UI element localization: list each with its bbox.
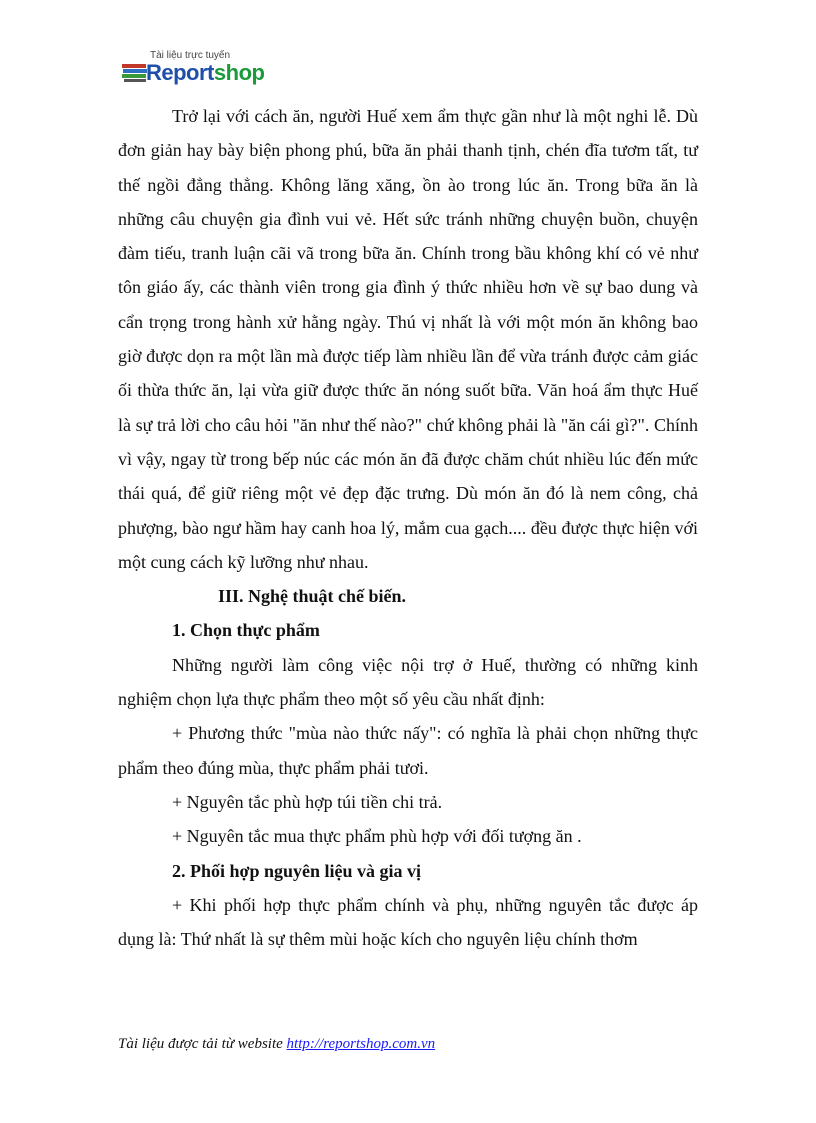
- section-heading: III. Nghệ thuật chế biến.: [218, 586, 407, 607]
- bullet-seasonal: + Phương thức "mùa nào thức nấy": có nghĩa là phải chọn những thực phẩm theo đúng mùa, thực phẩm phải tươi.: [118, 723, 698, 778]
- subheading-combine-ingredients: 2. Phối hợp nguyên liệu và gia vị: [172, 860, 422, 881]
- document-body: [118, 99, 698, 956]
- bullet-combine: + Khi phối hợp thực phẩm chính và phụ, những nguyên tắc được áp dụng là: Thứ nhất là sự thêm mùi hoặc kích cho nguyên liệu chính thơm: [118, 894, 698, 950]
- logo-tagline: Tài liệu trực tuyến: [150, 50, 231, 61]
- subheading-choose-food: 1. Chọn thực phẩm: [172, 620, 320, 641]
- paragraph-choose-food: Những người làm công việc nội trợ ở Huế, thường có những kinh nghiệm chọn lựa thực phẩm theo một số yêu cầu nhất định:: [118, 654, 698, 710]
- paragraph-culture: Trở lại với cách ăn, người Huế xem ẩm thực gần như là một nghi lễ. Dù đơn giản hay bày biện phong phú, bữa ăn phải thanh tịnh, chén đĩa tươm tất, tư thế ngồi đẳng thẳng. Không lăng xăng, ồn ào trong lúc ăn. Trong bữa ăn là những câu chuyện gia đình vui vẻ. Hết sức tránh những chuyện buồn, chuyện đàm tiếu, tranh luận cãi vã trong bữa ăn. Chính trong bầu không khí có vẻ như tôn giáo ấy, các thành viên trong gia đình ý thức nhiều hơn về sự bao dung và cẩn trọng trong hành xử hằng ngày. Thú vị nhất là với một món ăn không bao giờ được dọn ra một lần mà được tiếp làm nhiều lần để vừa tránh được cảm giác ối thừa thức ăn, lại vừa giữ được thức ăn nóng suốt bữa. Văn hoá ẩm thực Huế là sự trả lời cho câu hỏi "ăn như thế nào?" chứ không phải là "ăn cái gì?". Chính vì vậy, ngay từ trong bếp núc các món ăn đã được chăm chút nhiều lúc đến mức thái quá, để giữ riêng một vẻ đẹp đặc trưng. Dù món ăn đó là nem công, chả phượng, bào ngư hầm hay canh hoa lý, mắm cua gạch.... đều được thực hiện với một cung cách kỹ lưỡng như nhau.: [118, 106, 698, 572]
- logo-brand-report: Report: [146, 60, 214, 85]
- footer-link[interactable]: http://reportshop.com.vn: [286, 1036, 436, 1052]
- bullet-budget: + Nguyên tắc phù hợp túi tiền chi trả.: [172, 791, 443, 812]
- logo-brand-shop: shop: [213, 60, 265, 85]
- footer: [118, 1036, 435, 1053]
- bullet-audience: + Nguyên tắc mua thực phẩm phù hợp với đối tượng ăn .: [172, 826, 582, 847]
- footer-label: Tài liệu được tải từ website: [118, 1036, 283, 1052]
- reportshop-logo: [122, 50, 282, 86]
- logo-brand: [146, 60, 264, 86]
- books-icon: [122, 62, 148, 82]
